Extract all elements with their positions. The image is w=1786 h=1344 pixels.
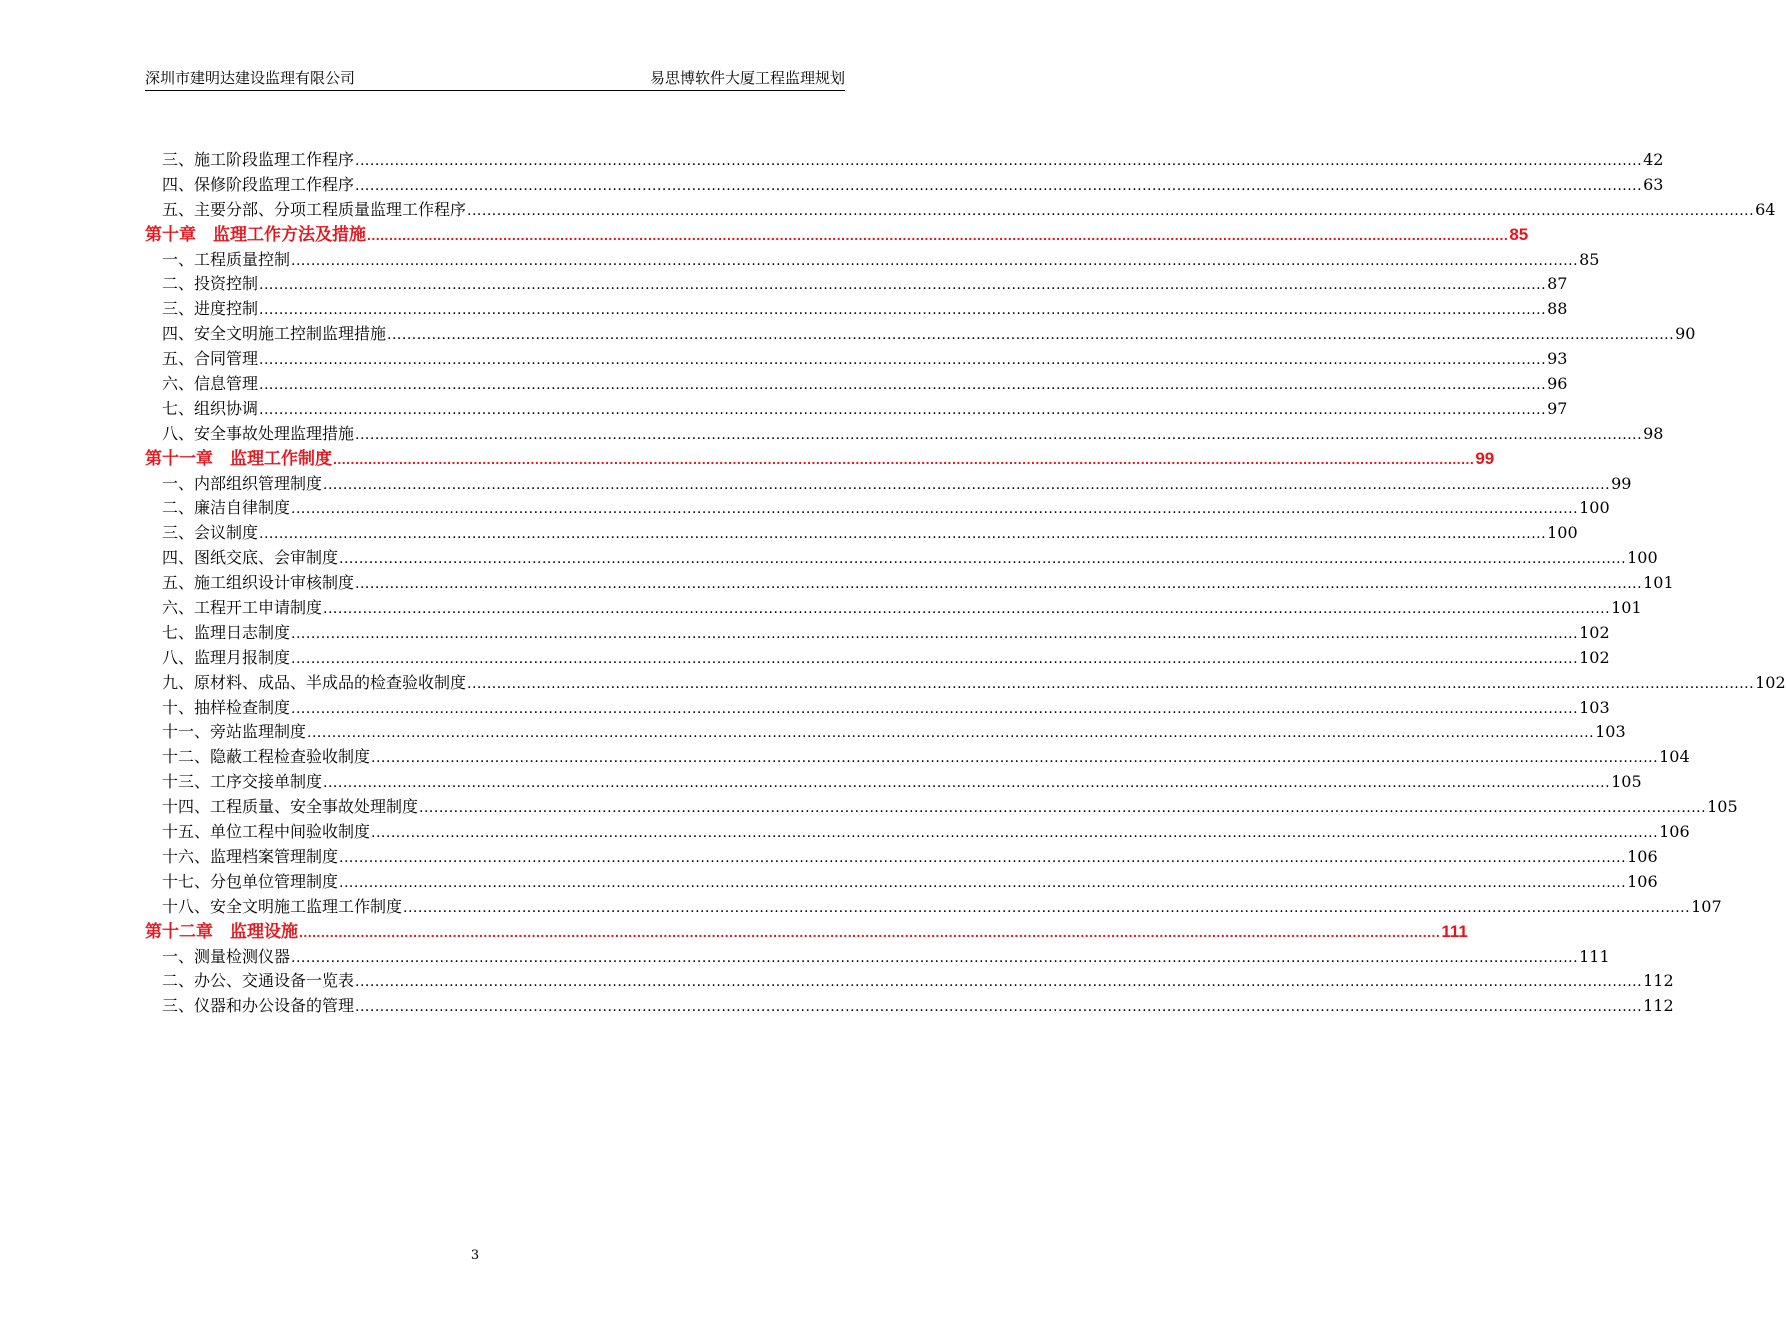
toc-leader-dots: .................................................................................................................................................................................................................................................................... [355, 426, 1643, 443]
toc-entry-page: 106 [1627, 846, 1658, 866]
toc-entry-page: 88 [1547, 299, 1568, 319]
toc-leader-dots: .................................................................................................................................................................................................................................................................... [355, 177, 1643, 194]
toc-leader-dots: .................................................................................................................................................................................................................................................................... [259, 377, 1547, 394]
toc-entry-page: 111 [1579, 946, 1610, 966]
toc-entry-page: 100 [1579, 498, 1610, 518]
toc-entry-title: 十五、单位工程中间验收制度 [162, 822, 371, 842]
toc-entry-title: 第十二章 监理设施 [145, 921, 298, 942]
toc-entry-page: 103 [1579, 697, 1610, 717]
toc-entry[interactable] [145, 521, 1578, 546]
toc-entry[interactable] [145, 596, 1642, 621]
toc-entry[interactable] [145, 347, 1568, 372]
toc-entry[interactable] [145, 173, 1664, 198]
toc-entry-page: 106 [1627, 871, 1658, 891]
toc-entry-page: 85 [1579, 249, 1600, 269]
toc-leader-dots: .................................................................................................................................................................................................................................................................... [367, 226, 1509, 243]
toc-entry[interactable] [145, 372, 1568, 397]
toc-entry-title: 第十章 监理工作方法及措施 [145, 224, 366, 245]
toc-entry-title: 第十一章 监理工作制度 [145, 448, 332, 469]
toc-entry-page: 111 [1441, 921, 1468, 941]
toc-leader-dots: .................................................................................................................................................................................................................................................................... [291, 501, 1579, 518]
toc-entry[interactable] [145, 297, 1568, 322]
toc-entry-title: 五、施工组织设计审核制度 [162, 573, 355, 593]
toc-entry-title: 四、安全文明施工控制监理措施 [162, 324, 387, 344]
toc-leader-dots: .................................................................................................................................................................................................................................................................... [259, 526, 1547, 543]
toc-leader-dots: .................................................................................................................................................................................................................................................................... [355, 153, 1643, 169]
header-document-title: 易思博软件大厦工程监理规划 [649, 69, 845, 87]
toc-entry-page: 102 [1755, 672, 1786, 692]
toc-entry-page: 93 [1547, 349, 1568, 369]
toc-leader-dots: .................................................................................................................................................................................................................................................................... [323, 476, 1611, 493]
toc-leader-dots: .................................................................................................................................................................................................................................................................... [403, 899, 1691, 916]
toc-entry[interactable] [145, 248, 1600, 273]
toc-entry-page: 101 [1611, 598, 1642, 618]
toc-entry[interactable] [145, 994, 1674, 1019]
toc-leader-dots: .................................................................................................................................................................................................................................................................... [467, 675, 1755, 692]
toc-leader-dots: .................................................................................................................................................................................................................................................................... [291, 252, 1579, 269]
toc-leader-dots: .................................................................................................................................................................................................................................................................... [323, 775, 1611, 792]
toc-leader-dots: .................................................................................................................................................................................................................................................................... [307, 725, 1595, 742]
toc-entry-page: 96 [1547, 374, 1568, 394]
toc-entry[interactable] [145, 148, 1664, 173]
toc-chapter-entry[interactable] [145, 223, 1529, 248]
toc-entry-title: 十六、监理档案管理制度 [162, 846, 339, 866]
toc-entry-title: 六、信息管理 [162, 374, 259, 394]
toc-leader-dots: .................................................................................................................................................................................................................................................................... [355, 576, 1643, 593]
toc-leader-dots: .................................................................................................................................................................................................................................................................... [387, 327, 1675, 344]
toc-leader-dots: .................................................................................................................................................................................................................................................................... [371, 750, 1659, 767]
toc-entry-title: 十、抽样检查制度 [162, 697, 291, 717]
toc-entry-title: 五、主要分部、分项工程质量监理工作程序 [162, 199, 467, 219]
toc-entry-page: 98 [1643, 423, 1664, 443]
toc-entry[interactable] [145, 546, 1658, 571]
toc-entry[interactable] [145, 322, 1696, 347]
toc-entry[interactable] [145, 671, 1786, 696]
toc-leader-dots: .................................................................................................................................................................................................................................................................... [291, 625, 1579, 642]
toc-entry-title: 六、工程开工申请制度 [162, 598, 323, 618]
toc-leader-dots: .................................................................................................................................................................................................................................................................... [291, 650, 1579, 667]
toc-leader-dots: .................................................................................................................................................................................................................................................................... [291, 700, 1579, 717]
toc-chapter-entry[interactable] [145, 447, 1495, 472]
toc-entry-page: 107 [1691, 896, 1722, 916]
toc-leader-dots: .................................................................................................................................................................................................................................................................... [259, 352, 1547, 369]
toc-entry-page: 97 [1547, 398, 1568, 418]
toc-leader-dots: .................................................................................................................................................................................................................................................................... [333, 450, 1475, 467]
toc-entry-title: 一、内部组织管理制度 [162, 473, 323, 493]
toc-entry[interactable] [145, 272, 1568, 297]
toc-entry[interactable] [145, 745, 1690, 770]
toc-entry[interactable] [145, 397, 1568, 422]
toc-entry-title: 四、保修阶段监理工作程序 [162, 174, 355, 194]
toc-entry-page: 106 [1659, 822, 1690, 842]
toc-entry[interactable] [145, 646, 1610, 671]
toc-leader-dots: .................................................................................................................................................................................................................................................................... [259, 302, 1547, 319]
toc-entry-title: 二、投资控制 [162, 274, 259, 294]
toc-entry-page: 105 [1611, 772, 1642, 792]
toc-entry[interactable] [145, 820, 1690, 845]
toc-entry-title: 七、组织协调 [162, 398, 259, 418]
toc-entry[interactable] [145, 621, 1610, 646]
toc-entry-title: 十八、安全文明施工监理工作制度 [162, 896, 403, 916]
toc-entry-page: 100 [1547, 523, 1578, 543]
toc-entry-page: 42 [1643, 150, 1664, 169]
toc-entry-page: 103 [1595, 722, 1626, 742]
toc-entry[interactable] [145, 770, 1642, 795]
toc-leader-dots: .................................................................................................................................................................................................................................................................... [291, 949, 1579, 966]
toc-entry-title: 一、工程质量控制 [162, 249, 291, 269]
toc-entry-page: 102 [1579, 622, 1610, 642]
table-of-contents [145, 148, 1786, 1019]
toc-entry-page: 112 [1643, 996, 1674, 1016]
toc-entry-title: 三、施工阶段监理工作程序 [162, 150, 355, 169]
toc-entry-title: 二、办公、交通设备一览表 [162, 971, 355, 991]
toc-leader-dots: .................................................................................................................................................................................................................................................................... [339, 551, 1627, 568]
toc-entry-title: 七、监理日志制度 [162, 622, 291, 642]
toc-entry-title: 五、合同管理 [162, 349, 259, 369]
toc-entry-title: 八、监理月报制度 [162, 647, 291, 667]
toc-entry[interactable] [145, 969, 1674, 994]
toc-entry-title: 四、图纸交底、会审制度 [162, 548, 339, 568]
toc-leader-dots: .................................................................................................................................................................................................................................................................... [371, 825, 1659, 842]
toc-entry[interactable] [145, 845, 1658, 870]
header-company: 深圳市建明达建设监理有限公司 [145, 69, 356, 87]
toc-entry-title: 一、测量检测仪器 [162, 946, 291, 966]
toc-entry-title: 三、会议制度 [162, 523, 259, 543]
toc-entry-page: 104 [1659, 747, 1690, 767]
toc-entry-page: 63 [1643, 174, 1664, 194]
toc-entry[interactable] [145, 496, 1610, 521]
toc-chapter-entry[interactable] [145, 920, 1468, 945]
toc-entry[interactable] [145, 571, 1674, 596]
toc-entry[interactable] [145, 198, 1776, 223]
toc-leader-dots: .................................................................................................................................................................................................................................................................... [355, 999, 1643, 1016]
page-header [145, 68, 845, 91]
toc-entry-title: 十七、分包单位管理制度 [162, 871, 339, 891]
toc-entry-title: 九、原材料、成品、半成品的检查验收制度 [162, 672, 467, 692]
toc-entry[interactable] [145, 945, 1610, 970]
toc-leader-dots: .................................................................................................................................................................................................................................................................... [259, 277, 1547, 294]
toc-entry[interactable] [145, 422, 1664, 447]
toc-entry-title: 十一、旁站监理制度 [162, 722, 307, 742]
toc-entry-page: 105 [1707, 797, 1738, 817]
toc-entry-title: 三、仪器和办公设备的管理 [162, 996, 355, 1016]
toc-entry-title: 十三、工序交接单制度 [162, 772, 323, 792]
toc-entry-title: 二、廉洁自律制度 [162, 498, 291, 518]
toc-entry-title: 十四、工程质量、安全事故处理制度 [162, 797, 419, 817]
toc-entry-page: 64 [1755, 199, 1776, 219]
toc-entry-title: 三、进度控制 [162, 299, 259, 319]
toc-entry[interactable] [145, 696, 1610, 721]
toc-entry[interactable] [145, 870, 1658, 895]
toc-leader-dots: .................................................................................................................................................................................................................................................................... [259, 401, 1547, 418]
toc-leader-dots: .................................................................................................................................................................................................................................................................... [323, 601, 1611, 618]
toc-entry[interactable] [145, 720, 1626, 745]
toc-leader-dots: .................................................................................................................................................................................................................................................................... [467, 202, 1755, 219]
toc-entry-page: 87 [1547, 274, 1568, 294]
toc-entry-page: 85 [1509, 224, 1529, 244]
toc-leader-dots: .................................................................................................................................................................................................................................................................... [339, 874, 1627, 891]
toc-entry-page: 90 [1675, 324, 1696, 344]
toc-entry[interactable] [145, 795, 1738, 820]
page-number: 3 [470, 1248, 480, 1263]
toc-entry-page: 99 [1611, 473, 1632, 493]
toc-leader-dots: .................................................................................................................................................................................................................................................................... [355, 974, 1643, 991]
toc-leader-dots: .................................................................................................................................................................................................................................................................... [299, 923, 1441, 940]
toc-entry[interactable] [145, 895, 1722, 920]
toc-entry[interactable] [145, 472, 1632, 497]
toc-entry-page: 100 [1627, 548, 1658, 568]
toc-leader-dots: .................................................................................................................................................................................................................................................................... [339, 849, 1627, 866]
toc-entry-page: 99 [1475, 448, 1495, 468]
toc-entry-page: 102 [1579, 647, 1610, 667]
toc-entry-title: 八、安全事故处理监理措施 [162, 423, 355, 443]
toc-entry-title: 十二、隐蔽工程检查验收制度 [162, 747, 371, 767]
toc-entry-page: 101 [1643, 573, 1674, 593]
toc-leader-dots: .................................................................................................................................................................................................................................................................... [419, 800, 1707, 817]
toc-entry-page: 112 [1643, 971, 1674, 991]
